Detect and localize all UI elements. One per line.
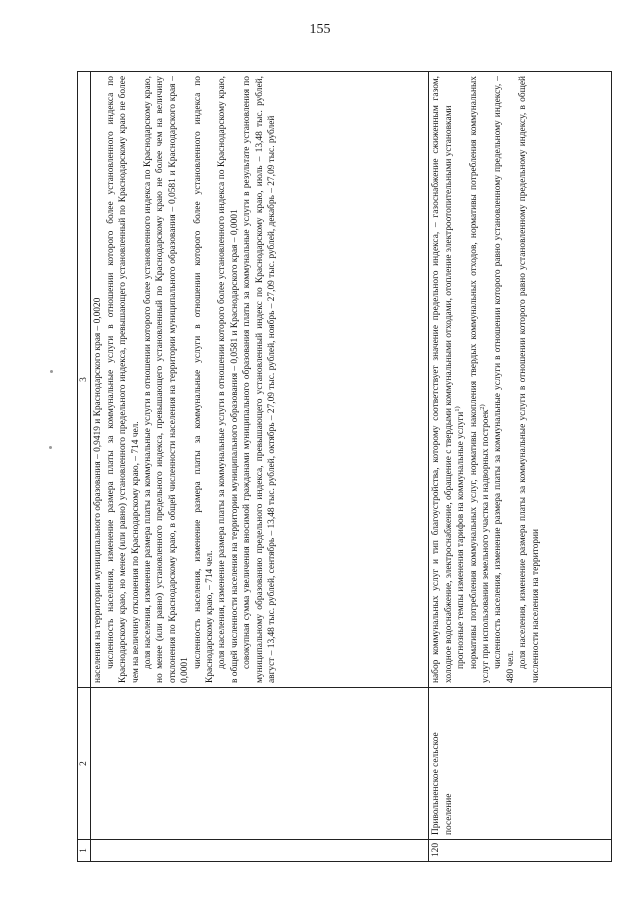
paragraph: численность населения, изменение размера платы за коммунальные услуги в отношении которого более установленного индекса по Краснодарскому краю, но менее (или равно) установленного предельного индекса, превышающего установленный по Краснодарскому краю не более чем на величину отклонения по Краснодарскому краю, – 714 чел. — [105, 76, 141, 683]
paragraph: населения на территории муниципального образования – 0,9419 и Краснодарского края – 0,0020 — [93, 297, 104, 683]
row-number: 120 — [429, 840, 612, 862]
row-name — [91, 688, 429, 840]
paragraph: численность населения, изменение размера платы за коммунальные услуги в отношении которого более установленного индекса по Краснодарскому краю, – 714 чел. — [192, 76, 216, 683]
paragraph: совокупная сумма увеличения вносимой гражданами муниципального образования платы за коммунальные услуги в результате установления по муниципальному образованию предельного индекса, превышающего установленный индекс по Краснодарскому краю, июль – 13,48 тыс. рублей, август – 13,48 тыс. рублей, сентябрь – 13,48 тыс. рублей, октябрь – 27,09 тыс. рублей, ноябрь – 27,09 тыс. рублей, декабрь – 27,09 тыс. рублей — [242, 76, 278, 683]
rotated-table — [77, 72, 612, 862]
paragraph — [468, 76, 493, 683]
data-table — [77, 71, 612, 862]
paragraph: набор коммунальных услуг и тип благоустройства, которому соответствует значение предельного индекса, – газоснабжение сжиженным газом, холодное водоснабжение, электроснабжение, обращение с твердыми коммунальными отходами, отопление электроотопительными установками — [431, 76, 454, 683]
paragraph-text: нормативы потребления коммунальных услуг, нормативы накопления твердых коммунальных отходов, нормативы потребления коммунальных услуг при использовании земельного участка и надворных построек — [468, 76, 492, 683]
scan-speck — [49, 446, 52, 449]
table-row — [429, 72, 612, 862]
header-cell-1: 1 — [78, 840, 91, 862]
page-number: 155 — [309, 22, 331, 37]
footnote-ref: 2) — [478, 404, 486, 410]
paragraph — [455, 76, 467, 683]
header-row — [78, 72, 91, 862]
paragraph: доля населения, изменение размера платы за коммунальные услуги в отношении которого более установленного индекса по Краснодарскому краю, в общей численности населения на территории муниципального образования – 0,0581 и Краснодарского края – 0,0001 — [217, 76, 240, 683]
header-cell-2: 2 — [78, 688, 91, 840]
paragraph: численность населения, изменение размера платы за коммунальные услуги в отношении которого равно установленному предельному индексу, – 480 чел. — [493, 76, 516, 683]
header-cell-3: 3 — [78, 72, 91, 688]
row-name: Привольненское сельское поселение — [429, 688, 612, 840]
row-content — [91, 72, 429, 688]
paragraph: доля населения, изменение размера платы за коммунальные услуги в отношении которого равно установленному предельному индексу, в общей численности населения на территории — [518, 76, 541, 683]
row-number — [91, 840, 429, 862]
table-container — [77, 72, 612, 862]
footnote-ref: 1) — [454, 406, 462, 412]
paragraph: доля населения, изменение размера платы за коммунальные услуги в отношении которого более установленного индекса по Краснодарскому краю, но менее (или равно) установленного предельного индекса, превышающего установленный по Краснодарскому краю не более чем на величину отклонения по Краснодарскому краю, в общей численности населения на территории муниципального образования – 0,0581 и Краснодарского края – 0,0001 — [143, 76, 191, 683]
paragraph-text: прогнозные темпы изменения тарифов на коммунальные услуги — [456, 411, 467, 669]
table-row — [91, 72, 429, 862]
scan-speck — [50, 370, 53, 373]
row-content — [429, 72, 612, 688]
